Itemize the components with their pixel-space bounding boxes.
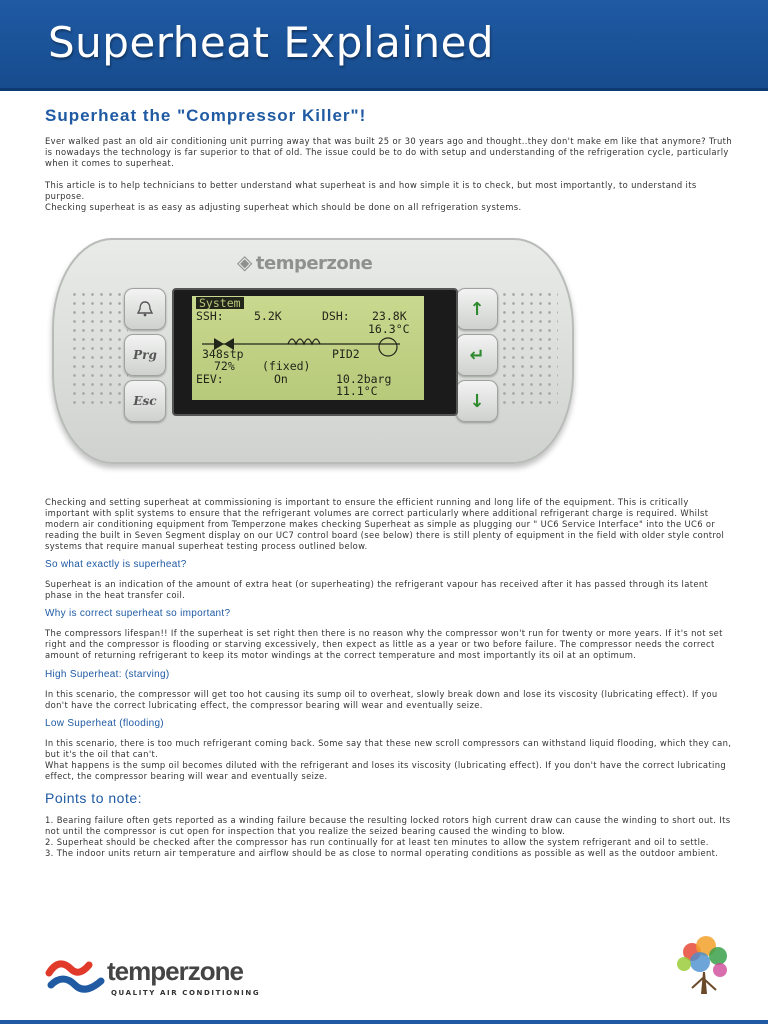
bell-icon (135, 299, 155, 319)
lcd-dsh-value: 23.8K (372, 309, 407, 323)
low-superheat-paragraph-1: In this scenario, there is too much refrigerant coming back. Some say that these new scroll compressors can withstand liquid flooding, which they can, but it's the oil that can't. (45, 737, 732, 759)
device-logo: ◈ temperzone (237, 250, 373, 274)
article-heading: Superheat the "Compressor Killer"! (45, 106, 367, 125)
why-heading: Why is correct superheat so important? (45, 608, 231, 620)
point-2: 2. Superheat should be checked after the compressor has run continually for at least ten minutes to allow the system refrigerant and oil to settle. (45, 837, 709, 848)
lcd-percent: 72% (214, 359, 235, 373)
lcd-steps: 348stp (202, 347, 244, 361)
low-superheat-heading: Low Superheat (flooding) (45, 717, 164, 729)
lcd-screen (192, 296, 424, 400)
lcd-eev-state: On (274, 372, 288, 386)
arrow-up-icon: ↑ (469, 298, 485, 320)
article (45, 106, 735, 859)
lcd-ssh-value: 5.2K (254, 309, 282, 323)
down-arrow-button (456, 380, 498, 422)
low-superheat-paragraph-2: What happens is the sump oil becomes diluted with the refrigerant and loses its viscosity (lubricating effect). If you don't have the correct lubricating effect, the compressor bearing will wear and eventually seize. (45, 759, 727, 781)
high-superheat-paragraph: In this scenario, the compressor will get too hot causing its sump oil to overheat, slowly break down and lose its viscosity (lubricating effect). If you don't have the correct lubricating effect, the compressor bearing will wear and eventually seize. (45, 688, 718, 710)
temperzone-logo-icon: ◈ (237, 250, 252, 274)
lcd-ssh-label: SSH: (196, 309, 224, 323)
temperzone-swirl-icon (45, 955, 105, 1006)
page-title: Superheat Explained (48, 18, 495, 67)
point-3: 3. The indoor units return air temperature and airflow should be as close to normal operating conditions as possible as well as the outdoor ambient. (45, 848, 719, 859)
lcd-pressure: 10.2barg (336, 372, 392, 386)
intro-paragraph-1: Ever walked past an old air conditioning unit purring away that was built 25 or 30 years ago and thought..they don't make em like that anymore? Truth is nowadays the technology is far superior to that of old. The issue could be to do with setup and understanding of the refrigeration cycle, particularly when it comes to superheat. (45, 136, 732, 169)
arrow-down-icon: ↓ (469, 390, 485, 412)
alarm-button (124, 288, 166, 330)
what-heading: So what exactly is superheat? (45, 559, 187, 571)
tree-illustration-icon (672, 932, 736, 998)
speaker-grille-right (500, 290, 558, 410)
footer-brand-logo (45, 952, 275, 1002)
lcd-dsh-label: DSH: (322, 309, 350, 323)
header-divider (0, 88, 768, 91)
commissioning-paragraph: Checking and setting superheat at commissioning is important to ensure the efficient running and long life of the equipment. This is critically important with split systems to ensure that the refrigerant volumes are correct particularly where additional refrigerant charge is required. Whilst modern air conditioning equipment from Temperzone makes checking Superheat as simple as plugging our " UC6 Service Interface" into the UC6 or reading the built in Seven Segment display on our UC7 control board (see below) there is still plenty of equipment in the field with older style control systems that require manual superheat testing process outlined below. (45, 496, 725, 551)
footer-divider (0, 1020, 768, 1024)
controller-device-image (52, 238, 570, 460)
intro-paragraph-3: Checking superheat is as easy as adjusting superheat which should be done on all refrigeration systems. (45, 202, 522, 213)
footer-tagline: QUALITY AIR CONDITIONING (111, 989, 261, 997)
lcd-eev-label: EEV: (196, 372, 224, 386)
footer-brand-name: temperzone (107, 956, 243, 986)
point-1: 1. Bearing failure often gets reported as a winding failure because the resulting locked rotors high current draw can cause the winding to short out. Its not until the compressor is cut open for inspection that you realize the seized bearing caused the winding to blow. (45, 815, 731, 837)
lcd-mode: (fixed) (262, 359, 311, 373)
header-banner (0, 0, 768, 88)
enter-button (456, 334, 498, 376)
enter-icon: ↵ (469, 344, 485, 366)
speaker-grille-left (70, 290, 128, 410)
esc-button: Esc (124, 380, 166, 422)
high-superheat-heading: High Superheat: (starving) (45, 668, 170, 680)
intro-paragraph-2: This article is to help technicians to better understand what superheat is and how simple it is to check, but most importantly, to understand its purpose. (45, 180, 697, 202)
why-paragraph: The compressors lifespan!! If the superheat is set right then there is no reason why the compressor won't run for twenty or more years. If it's not set right and the compressor is flooding or starving excessively, then expect as little as a year or two before failure. The compressor needs the correct amount of returning refrigerant to keep its motor windings at the correct temperature and most importantly its oil at an optimum. (45, 628, 723, 661)
up-arrow-button (456, 288, 498, 330)
lcd-temp-2: 11.1°C (336, 384, 378, 398)
lcd-temp-1: 16.3°C (368, 322, 410, 336)
what-paragraph: Superheat is an indication of the amount of extra heat (or superheating) the refrigerant vapour has received after it has passed through its latent phase in the heat transfer coil. (45, 579, 709, 601)
lcd-menu-title: System (196, 297, 244, 309)
lcd-pid: PID2 (332, 347, 360, 361)
prg-button: Prg (124, 334, 166, 376)
points-heading: Points to note: (45, 790, 143, 807)
